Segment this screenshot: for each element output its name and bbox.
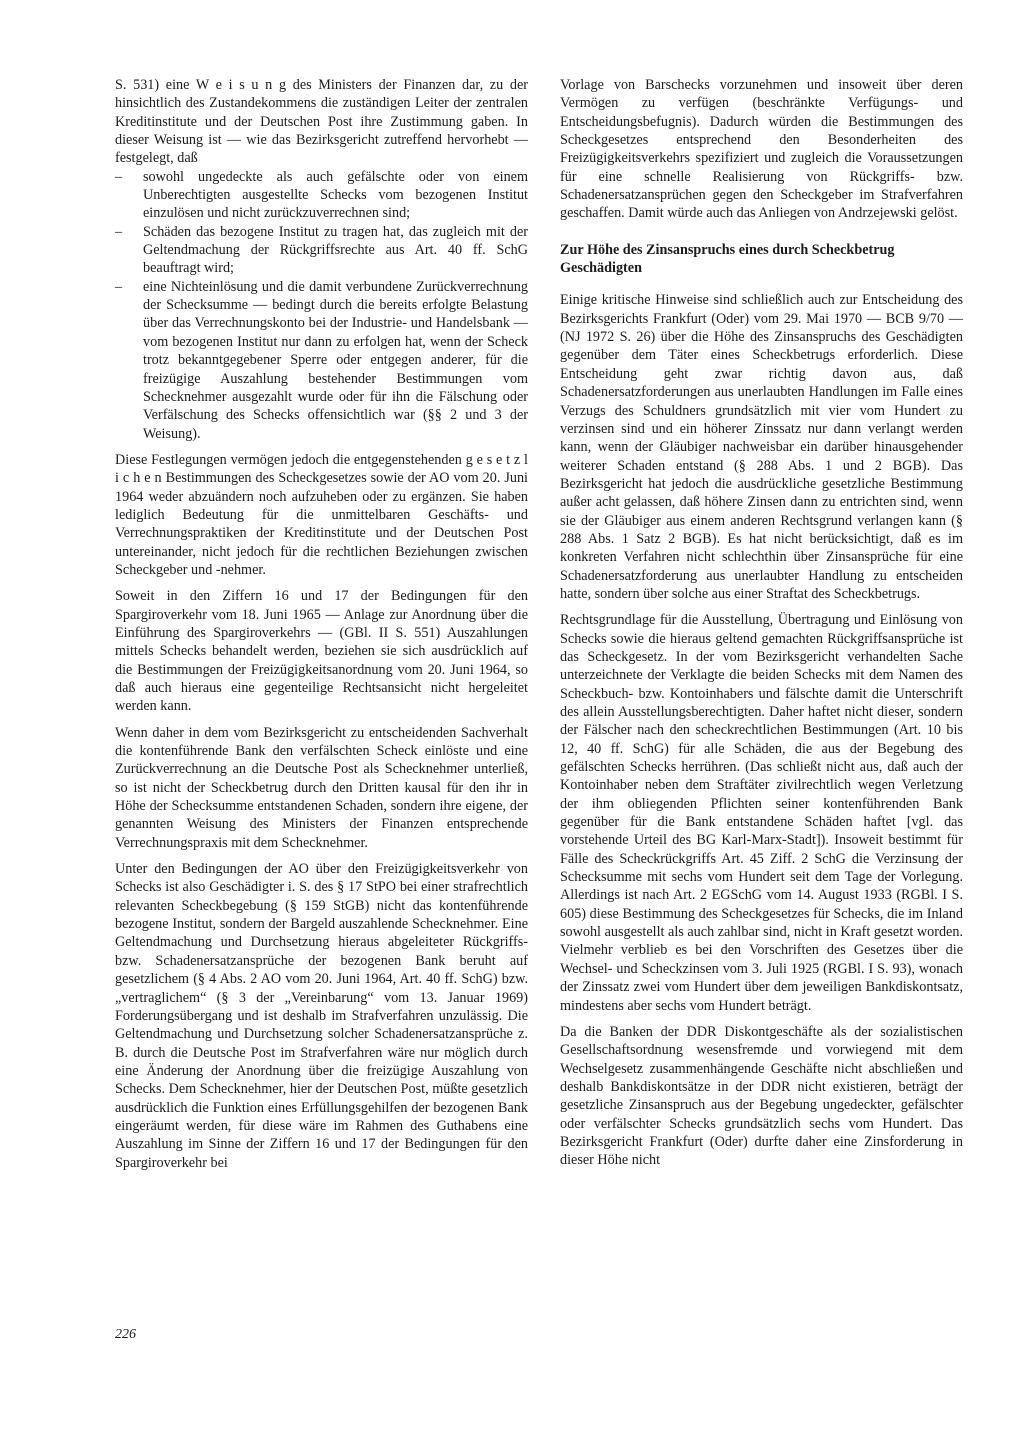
paragraph: S. 531) eine W e i s u n g des Ministers der Finanzen dar, zu der hinsichtlich des Zustandekommens die zuständigen Leiter der zentralen Kreditinstitute und der Deutschen Post ihre Zustimmung gaben. In dieser Weisung ist — wie das Bezirksgericht zutreffend hervorhebt — festgelegt, daß [115,77,528,167]
list-item: – sowohl ungedeckte als auch gefälschte oder von einem Unberechtigten ausgestellte Schecks vom bezogenen Institut einzulösen und nicht zurückzuverrechnen sind; [115,168,528,223]
left-column [115,76,528,1180]
section-heading: Zur Höhe des Zinsanspruchs eines durch Scheckbetrug Geschädigten [560,241,895,277]
paragraph: Diese Festlegungen vermögen jedoch die entgegenstehenden g e s e t z l i c h e n Bestimmungen des Scheckgesetzes sowie der AO vom 20. Juni 1964 weder abzuändern noch aufzuheben oder zu ergänzen. Sie haben lediglich Bedeutung für die unmittelbaren Geschäfts- und Verrechnungspraktiken der Kreditinstitute und der Deutschen Post untereinander, nicht jedoch für die rechtlichen Beziehungen zwischen Scheckgeber und -nehmer. [115,451,528,578]
paragraph: Da die Banken der DDR Diskontgeschäfte als der sozialistischen Gesellschaftsordnung wesensfremde und vorwiegend mit dem Wechselgesetz zusammenhängende Geschäfte nicht abschließen und deshalb Bankdiskontsätze in der DDR nicht existieren, beträgt der gesetzliche Zinsanspruch aus der Begebung ungedeckter, gefälschter oder verfälschter Schecks grundsätzlich sechs vom Hundert. Das Bezirksgericht Frankfurt (Oder) durfte daher eine Zinsforderung in dieser Höhe nicht [560,1023,963,1169]
paragraph: Vorlage von Barschecks vorzunehmen und insoweit über deren Vermögen zu verfügen (beschränkte Verfügungs- und Entscheidungsbefugnis). Dadurch würden die Bestimmungen des Scheckgesetzes entsprechend den Besonderheiten des Freizügigkeitsverkehrs spezifiziert und zugleich die Voraussetzungen für eine schnelle Realisierung von Rückgriffs- bzw. Schadenersatzansprüchen gegen den Scheckgeber im Strafverfahren geschaffen. Damit würde auch das Anliegen von Andrzejewski gelöst. [560,77,963,222]
paragraph: Wenn daher in dem vom Bezirksgericht zu entscheidenden Sachverhalt die kontenführende Bank den verfälschten Scheck einlöste und eine Zurückverrechnung an die Deutsche Post als Schecknehmer unterließ, so ist nicht der Scheckbetrug durch den Dritten kausal für den ihr in Höhe der Schecksumme entstandenen Schaden, sondern ihre eigene, der genannten Weisung des Ministers der Finanzen entsprechende Verrechnungspraxis mit dem Schecknehmer. [115,724,528,851]
paragraph: Unter den Bedingungen der AO über den Freizügigkeitsverkehr von Schecks ist also Geschädigter i. S. des § 17 StPO bei einer strafrechtlich relevanten Scheckbegebung (§ 159 StGB) nicht das kontenführende bezogene Institut, sondern der Bargeld auszahlende Schecknehmer. Eine Geltendmachung und Durchsetzung hieraus abgeleiteter Rückgriffs- bzw. Schadenersatzansprüche der bezogenen Bank beruht auf gesetzlichem (§ 4 Abs. 2 AO vom 20. Juni 1964, Art. 40 ff. SchG) bzw. „vertraglichem“ (§ 3 der „Vereinbarung“ vom 13. Januar 1969) Forderungsübergang und ist deshalb im Strafverfahren unzulässig. Die Geltendmachung und Durchsetzung solcher Schadenersatzansprüche z. B. durch die Deutsche Post im Strafverfahren wäre nur möglich durch eine Änderung der Anordnung über die freizügige Auszahlung von Schecks. Dem Schecknehmer, hier der Deutschen Post, müßte gesetzlich ausdrücklich die Funktion eines Erfüllungsgehilfen der bezogenen Bank eingeräumt werden, für diese wäre im Rahmen des Guthabens eine Auszahlung im Sinne der Ziffern 16 und 17 der Bedingungen für den Spargiroverkehr bei [115,861,528,1171]
list-item: – eine Nichteinlösung und die damit verbundene Zurückverrechnung der Schecksumme — bedingt durch die bereits erfolgte Belastung über das Verrechnungskonto bei der Industrie- und Handelsbank — vom bezogenen Institut nur dann zu erfolgen hat, wenn der Scheck trotz bekanntgegebener Sperre oder entgegen anderer, für die freizügige Auszahlung bestehender Bestimmungen vom Schecknehmer ausgezahlt wurde oder für ihn die Fälschung oder Verfälschung des Schecks offensichtlich war (§§ 2 und 3 der Weisung). [115,278,528,443]
paragraph: Soweit in den Ziffern 16 und 17 der Bedingungen für den Spargiroverkehr vom 18. Juni 1965 — Anlage zur Anordnung über die Einführung des Spargiroverkehrs — (GBl. II S. 551) Auszahlungen mittels Schecks behandelt werden, beziehen sie sich ausdrücklich auf die Bestimmungen der Freizügigkeitsanordnung vom 20. Juni 1964, so daß auch hieraus eine gegenteilige Rechtsansicht nicht hergeleitet werden kann. [115,588,528,715]
page-number: 226 [115,1327,136,1342]
right-column [560,76,963,1178]
list-item: – Schäden das bezogene Institut zu tragen hat, das zugleich mit der Geltendmachung der Rückgriffsrechte aus Art. 40 ff. SchG beauftragt wird; [115,223,528,278]
paragraph: Rechtsgrundlage für die Ausstellung, Übertragung und Einlösung von Schecks sowie die hieraus geltend gemachten Rückgriffsansprüche ist das Scheckgesetz. In der vom Bezirksgericht verhandelten Sache unterzeichnete der Verklagte die beiden Schecks mit dem Namen des Scheckbuch- bzw. Kontoinhabers und fälschte damit die Unterschrift des allein Ausstellungsberechtigten. Daher haftet nicht dieser, sondern der Fälscher nach den scheckrechtlichen Bestimmungen (Art. 10 bis 12, 40 ff. SchG) für alle Schäden, die aus der Begebung des gefälschten Schecks herrühren. (Das schließt nicht aus, daß auch der Kontoinhaber neben dem Straftäter zivilrechtlich wegen Verletzung der ihm obliegenden Pflichten seiner kontenführenden Bank gegenüber für die Bank entstandene Schäden haftet [vgl. das vorstehende Urteil des BG Karl-Marx-Stadt]). Insoweit bestimmt für Fälle des Scheckrückgriffs Art. 45 Ziff. 2 SchG die Verzinsung der Schecksumme mit sechs vom Hundert seit dem Tage der Vorlegung. Allerdings ist nach Art. 2 EGSchG vom 14. August 1933 (RGBl. I S. 605) diese Bestimmung des Scheckgesetzes für Schecks, die im Inland sowohl ausgestellt als auch zahlbar sind, nicht in Kraft gesetzt worden. Vielmehr verblieb es bei den Vorschriften des Gesetzes über die Wechsel- und Scheckzinsen vom 3. Juli 1925 (RGBl. I S. 93), wonach der Zinssatz zwei vom Hundert über dem jeweiligen Bankdiskontsatz, mindestens aber sechs vom Hundert beträgt. [560,612,963,1014]
dash-list [115,168,528,443]
paragraph: Einige kritische Hinweise sind schließlich auch zur Entscheidung des Bezirksgerichts Frankfurt (Oder) vom 29. Mai 1970 — BCB 9/70 — (NJ 1972 S. 26) über die Höhe des Zinsanspruchs des Geschädigten gegenüber dem Täter eines Scheckbetrugs erforderlich. Diese Entscheidung geht zwar richtig davon aus, daß Schadenersatzforderungen aus unerlaubten Handlungen im Falle eines Verzugs des Schuldners grundsätzlich mit vier vom Hundert zu verzinsen sind und ein höherer Zinssatz nur dann verlangt werden kann, wenn der Gläubiger nachweisbar ein darüber hinausgehender weiterer Schaden entstand (§ 288 Abs. 1 und 2 BGB). Das Bezirksgericht hat jedoch die ausdrückliche gesetzliche Bestimmung außer acht gelassen, daß höhere Zinsen dann zu entrichten sind, wenn sie der Gläubiger aus einem anderen Rechtsgrund verlangen kann (§ 288 Abs. 1 Satz 2 BGB). Es hat nicht berücksichtigt, daß es im konkreten Verfahren nicht schlechthin über Zinsansprüche für eine Schadenersatzforderung aus unerlaubter Handlung zu entscheiden hatte, sondern über solche aus einer Straftat des Scheckbetrugs. [560,292,963,602]
